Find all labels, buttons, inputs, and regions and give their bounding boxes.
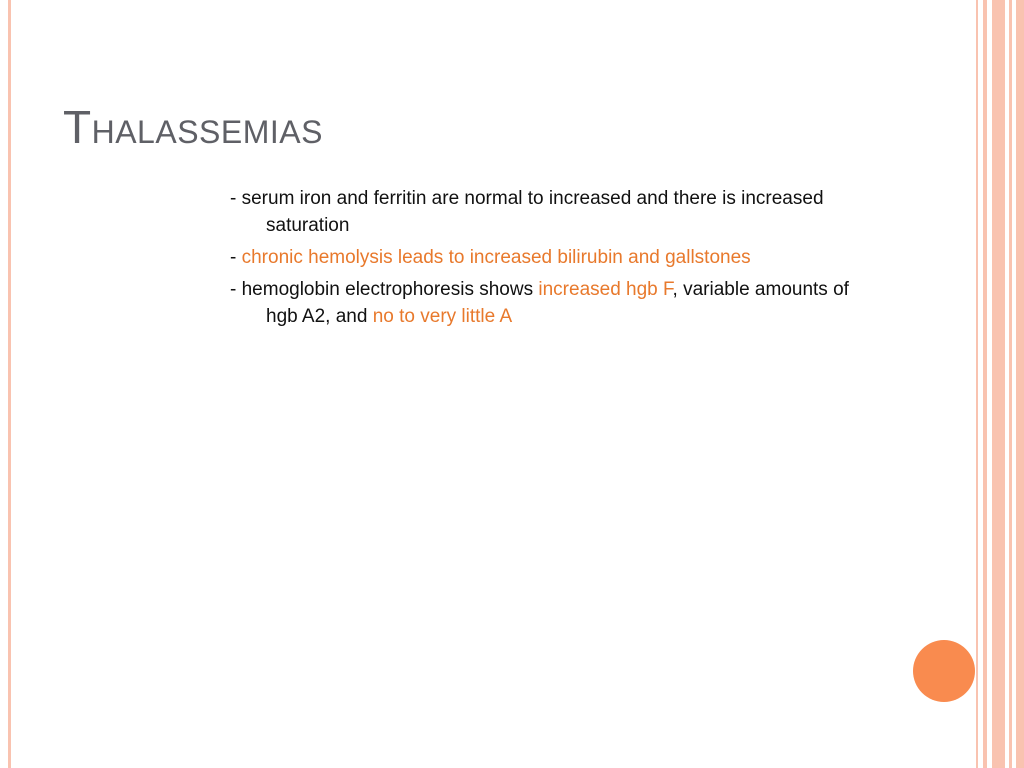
highlighted-text: chronic hemolysis leads to increased bilirubin and gallstones xyxy=(241,247,751,268)
highlighted-text: no to very little A xyxy=(372,306,513,327)
slide-title: Thalassemias xyxy=(63,101,323,153)
orange-circle-decoration xyxy=(913,640,975,702)
stripe xyxy=(992,0,1005,768)
stripe xyxy=(1016,0,1024,768)
stripe xyxy=(976,0,978,768)
bullet-electrophoresis xyxy=(230,276,870,330)
right-decorative-stripes xyxy=(976,0,1024,768)
bullet-text: - xyxy=(230,247,242,268)
bullet-text: , variable amounts of hgb A2, and xyxy=(266,279,849,327)
bullet-text: - serum iron and ferritin are normal to increased and there is increased saturation xyxy=(230,188,824,236)
highlighted-text: increased hgb F xyxy=(538,279,673,300)
bullet-iron-studies xyxy=(230,185,870,239)
slide-body xyxy=(230,185,870,335)
bullet-text: - hemoglobin electrophoresis shows xyxy=(230,279,539,300)
left-border-rule xyxy=(8,0,11,768)
bullet-hemolysis xyxy=(230,244,870,271)
stripe xyxy=(1009,0,1012,768)
stripe xyxy=(983,0,987,768)
